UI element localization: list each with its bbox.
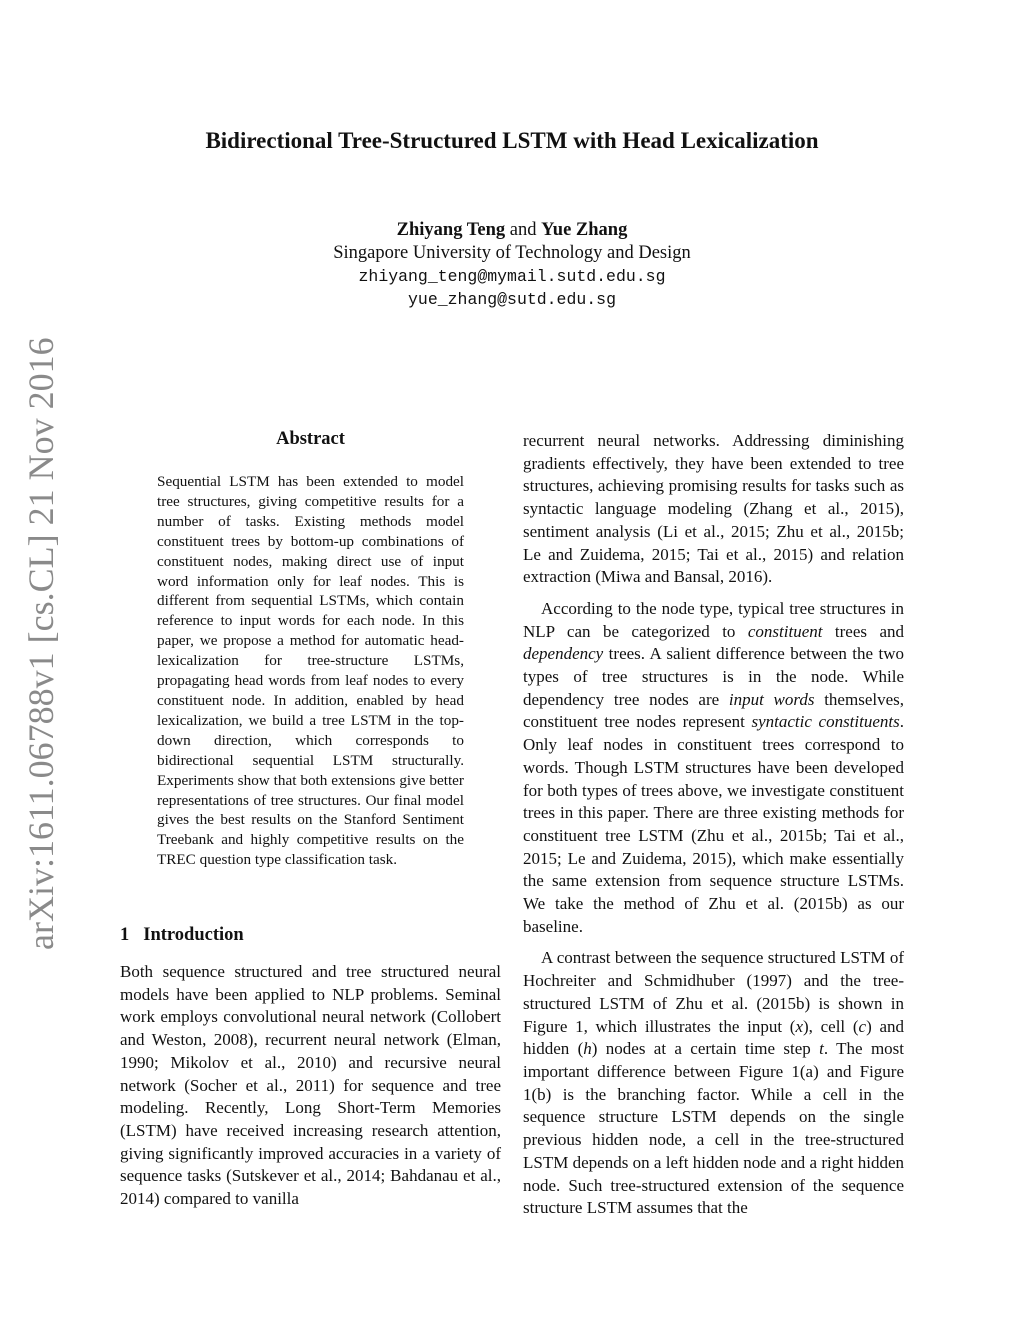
- text-run: ) and hidden (: [523, 1016, 904, 1059]
- affiliation: Singapore University of Technology and Design: [333, 243, 691, 263]
- intro-paragraph: Both sequence structured and tree structured neural models have been applied to NLP problems. Seminal work employs convolutional neural network (Collobert and Weston, 2008), recurrent neural network (Elman, 1990; Mikolov et al., 2010) and recursive neural network (Socher et al., 2011) for sequence and tree modeling. Recently, Long Short-Term Memories (LSTM) have received increasing research attention, giving significantly improved accuracies in a variety of sequence tasks (Sutskever et al., 2014; Bahdanau et al., 2014) compared to vanilla: [120, 962, 501, 1209]
- emphasis: constituent: [747, 621, 823, 641]
- math-symbol: h: [583, 1039, 592, 1059]
- author-name: Zhiyang Teng: [396, 220, 506, 240]
- author-separator: and: [509, 220, 537, 240]
- body-paragraph: [523, 598, 904, 939]
- text-run: trees. A salient difference between the two types of tree structures is in the node. While dependency tree nodes are: [523, 644, 904, 709]
- math-symbol: t: [819, 1039, 824, 1059]
- text-run: ) nodes at a certain time step: [591, 1039, 820, 1059]
- emphasis: syntactic constituents: [751, 712, 900, 732]
- abstract-text: Sequential LSTM has been extended to model tree structures, giving competitive results for a number of tasks. Existing methods model constituent trees by bottom-up combinations of constituent nodes, making direct use of input word information only for leaf nodes. This is different from sequential LSTMs, which contain reference to input words for each node. In this paper, we propose a method for automatic head-lexicalization for tree-structure LSTMs, propagating head words from leaf nodes to every constituent node. In addition, enabled by head lexicalization, we build a tree LSTM in the top-down direction, which corresponds to bidirectional sequential LSTM structurally. Experiments show that both extensions give better representations of tree structures. Our final model gives the best results on the Stanford Sentiment Treebank and highly competitive results on the TREC question type classification task.: [157, 473, 464, 869]
- text-run: A contrast between the sequence structured LSTM of Hochreiter and Schmidhuber (1997) and the tree-structured LSTM of Zhu et al. (2015b) is shown in Figure 1, which illustrates the input (: [523, 948, 904, 1036]
- text-run: ), cell (: [802, 1016, 859, 1036]
- author-email: zhiyang_teng@mymail.sutd.edu.sg: [358, 267, 666, 286]
- math-symbol: c: [858, 1016, 867, 1036]
- text-run: themselves, constituent tree nodes represent: [523, 689, 904, 732]
- text-run: According to the node type, typical tree structures in NLP can be categorized to: [523, 598, 904, 641]
- text-run: . Only leaf nodes in constituent trees correspond to words. Though LSTM structures have been developed for both types of trees above, we investigate constituent trees in this paper. There are three existing methods for constituent tree LSTM (Zhu et al., 2015b; Tai et al., 2015; Le and Zuidema, 2015), which make essentially the same extension from sequence structure LSTMs. We take the method of Zhu et al. (2015b) as our baseline.: [523, 712, 904, 936]
- paper-title: Bidirectional Tree-Structured LSTM with Head Lexicalization: [205, 128, 819, 153]
- right-column: [523, 430, 904, 1229]
- body-paragraph: [523, 947, 904, 1219]
- author-block: [0, 219, 1024, 311]
- section-number: 1: [120, 925, 130, 945]
- emphasis: dependency: [523, 644, 604, 664]
- section-heading: [120, 925, 244, 946]
- section-title: Introduction: [143, 925, 244, 945]
- text-run: . The most important difference between Figure 1(a) and Figure 1(b) is the branching factor. While a cell in the sequence structure LSTM depends on the single previous hidden node, a cell in the tree-structured LSTM depends on a left hidden node and a right hidden node. Such tree-structured extension of the sequence structure LSTM assumes that the: [523, 1039, 905, 1218]
- text-run: trees and: [822, 621, 904, 641]
- author-email: yue_zhang@sutd.edu.sg: [408, 290, 616, 309]
- math-symbol: x: [795, 1016, 803, 1036]
- body-paragraph: recurrent neural networks. Addressing diminishing gradients effectively, they have been extended to tree structures, achieving promising results for tasks such as syntactic language modeling (Zhang et al., 2015), sentiment analysis (Li et al., 2015; Zhu et al., 2015b; Le and Zuidema, 2015; Tai et al., 2015) and relation extraction (Miwa and Bansal, 2016).: [523, 431, 904, 587]
- author-name: Yue Zhang: [541, 220, 628, 240]
- emphasis: input words: [728, 689, 815, 709]
- arxiv-stamp: arXiv:1611.06788v1 [cs.CL] 21 Nov 2016: [21, 337, 61, 950]
- abstract-heading: Abstract: [276, 429, 345, 449]
